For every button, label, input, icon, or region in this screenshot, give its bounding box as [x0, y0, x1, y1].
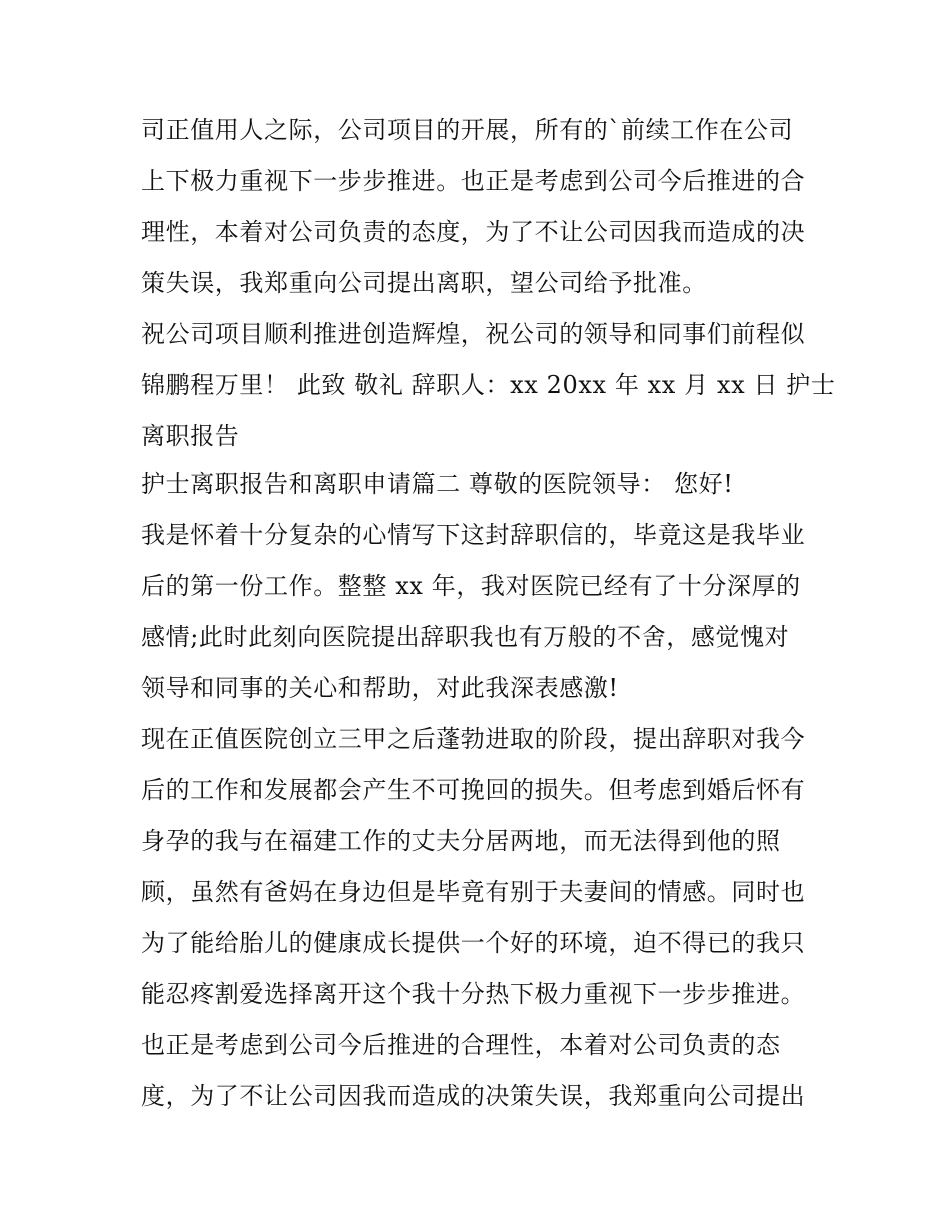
- text-line: 领导和同事的关心和帮助，对此我深表感激!: [141, 674, 619, 702]
- text-line: 司正值用人之际，公司项目的开展，所有的`前续工作在公司: [141, 116, 794, 144]
- text-line: 护士离职报告和离职申请篇二 尊敬的医院领导： 您好!: [141, 470, 734, 498]
- text-line: 锦鹏程万里！ 此致 敬礼 辞职人：xx 20xx 年 xx 月 xx 日 护士: [141, 371, 836, 399]
- text-line: 上下极力重视下一步步推进。也正是考虑到公司今后推进的合: [141, 167, 806, 195]
- text-line: 我是怀着十分复杂的心情写下这封辞职信的，毕竟这是我毕业: [141, 521, 806, 549]
- text-line: 现在正值医院创立三甲之后蓬勃进取的阶段，提出辞职对我今: [141, 725, 806, 753]
- text-line: 感情;此时此刻向医院提出辞职我也有万般的不舍，感觉愧对: [141, 623, 790, 651]
- text-line: 顾，虽然有爸妈在身边但是毕竟有别于夫妻间的情感。同时也: [141, 878, 806, 906]
- text-line: 策失误，我郑重向公司提出离职，望公司给予批准。: [141, 269, 707, 297]
- text-line: 为了能给胎儿的健康成长提供一个好的环境，迫不得已的我只: [141, 929, 806, 957]
- text-line: 后的工作和发展都会产生不可挽回的损失。但考虑到婚后怀有: [141, 776, 806, 804]
- text-line: 祝公司项目顺利推进创造辉煌，祝公司的领导和同事们前程似: [141, 320, 806, 348]
- text-line: 离职报告: [141, 422, 240, 450]
- text-line: 理性，本着对公司负责的态度，为了不让公司因我而造成的决: [141, 218, 806, 246]
- text-line: 也正是考虑到公司今后推进的合理性，本着对公司负责的态: [141, 1031, 781, 1059]
- text-line: 后的第一份工作。整整 xx 年，我对医院已经有了十分深厚的: [141, 572, 801, 600]
- text-line: 能忍疼割爱选择离开这个我十分热下极力重视下一步步推进。: [141, 980, 806, 1008]
- text-line: 度，为了不让公司因我而造成的决策失误，我郑重向公司提出: [141, 1082, 806, 1110]
- text-line: 身孕的我与在福建工作的丈夫分居两地，而无法得到他的照: [141, 827, 781, 855]
